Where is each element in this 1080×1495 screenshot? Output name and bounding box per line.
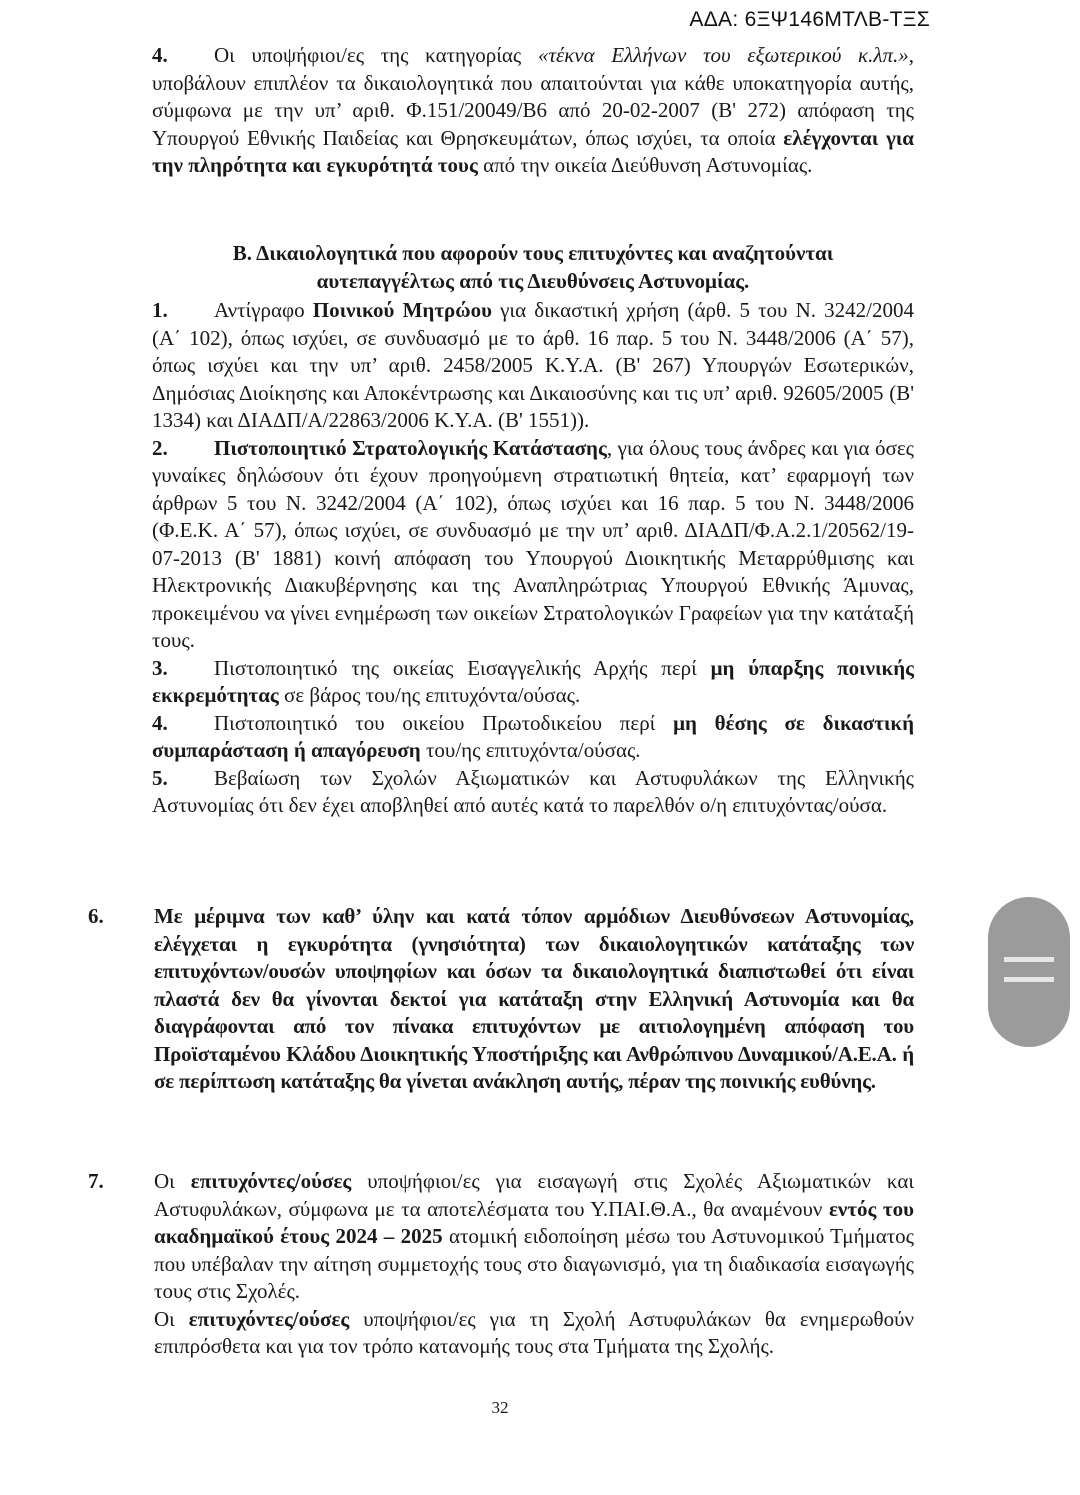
bold-text: μη θέσης σε δικαστική συμπαράσταση ή απαγόρευση [152,710,915,762]
heading-line: αυτεπαγγέλτως από τις Διευθύνσεις Αστυνομίας. [316,268,750,293]
list-item [152,435,914,655]
paragraph-a4 [152,42,914,180]
item-number: 1. [152,298,168,322]
item-number: 7. [88,1169,104,1193]
item-number: 2. [152,435,168,460]
ada-code: ΑΔΑ: 6ΞΨ146ΜΤΛΒ-ΤΞΣ [689,8,930,31]
text: για δικαστική χρήση (άρθ. 5 του Ν. 3242/2004 (Α΄ 102), όπως ισχύει, σε συνδυασμό με το άρθ. 16 παρ. 5 του Ν. 3448/2006 (Α΄ 57), όπως ισχύει και την υπ’ αριθ. 2458/2005 Κ.Υ.Α. (Β' 267) Υπουργών Εσωτερικών, Δημόσιας Διοίκησης και Αποκέντρωσης και Δικαιοσύνης και τις υπ’ αριθ. 92605/2005 (Β' 1334) και ΔΙΑΔΠ/Α/22863/2006 Κ.Υ.Α. (Β' 1551)). [152,298,915,432]
scroll-handle[interactable] [988,897,1070,1047]
bold-text: ελέγχονται για την πληρότητα και εγκυρότητά τους [152,125,915,177]
item-number: 5. [152,765,168,790]
bold-text: εντός του ακαδημαϊκού έτους 2024 – 2025 [154,1196,914,1248]
bold-text: Ποινικού Μητρώου [312,298,492,322]
text: από την οικεία Διεύθυνση Αστυνομίας. [477,153,813,177]
section-b-heading [152,240,914,295]
text: Οι υποψήφιοι/ες της κατηγορίας [214,43,538,67]
list-item [152,297,914,435]
list-item [152,655,914,710]
text: Βεβαίωση των Σχολών Αξιωματικών και Αστυφυλάκων της Ελληνικής Αστυνομίας ότι δεν έχει αποβληθεί από αυτές κατά το παρελθόν ο/η επιτυχόντας/ούσα. [152,765,914,817]
bold-text: Πιστοποιητικό Στρατολογικής Κατάστασης [214,435,607,460]
text: Πιστοποιητικό της οικείας Εισαγγελικής Αρχής περί [214,655,711,680]
text: Οι [154,1306,189,1331]
bold-text: επιτυχόντες/ούσες [188,1306,350,1331]
text: σε βάρος του/ης επιτυχόντα/ούσας. [278,683,581,707]
item-number: 3. [152,655,168,680]
text: Πιστοποιητικό του οικείου Πρωτοδικείου περί [214,710,674,735]
list-item [152,710,914,765]
item-number: 6. [88,904,104,928]
list-item [152,765,914,820]
bold-text: επιτυχόντες/ούσες [190,1169,352,1193]
page-number: 32 [491,1398,509,1417]
italic-text: «τέκνα Ελλήνων του εξωτερικού κ.λπ.» [537,43,909,67]
text: υποψήφιοι/ες για τη Σχολή Αστυφυλάκων θα ενημερωθούν επιπρόσθετα και για τον τρόπο κατανομής τους στα Τμήματα της Σχολής. [154,1306,914,1358]
text: Αντίγραφο [214,298,313,322]
text: , για όλους τους άνδρες και για όσες γυναίκες δηλώσουν ότι έχουν προηγούμενη στρατιωτική θητεία, κατ’ εφαρμογή των άρθρων 5 του Ν. 3242/2004 (Α΄ 102), όπως ισχύει και 16 παρ. 5 του Ν. 3448/2006 (Φ.Ε.Κ. Α΄ 57), όπως ισχύει, σε συνδυασμό με την υπ’ αριθ. ΔΙΑΔΠ/Φ.Α.2.1/20562/19-07-2013 (Β' 1881) κοινή απόφαση του Υπουργού Διοικητικής Μεταρρύθμισης και Ηλεκτρονικής Διακυβέρνησης και της Αναπληρώτριας Υπουργού Εθνικής Άμυνας, προκειμένου να γίνει ενημέρωση των οικείων Στρατολογικών Γραφείων για την κατάταξή τους. [152,435,914,652]
text: ατομική ειδοποίηση μέσω του Αστυνομικού Τμήματος που υπέβαλαν την αίτηση συμμετοχής τους στο διαγωνισμό, για τη διαδικασία εισαγωγής τους στις Σχολές. [154,1224,914,1303]
section-b-list [152,297,914,820]
item-number: 4. [152,710,168,735]
bold-paragraph-text: Με μέριμνα των καθ’ ύλην και κατά τόπον αρμόδιων Διευθύνσεων Αστυνομίας, ελέγχεται η εγκυρότητα (γνησιότητα) των δικαιολογητικών κατάταξης των επιτυχόντων/ουσών υποψηφίων και όσων τα δικαιολογητικά διαπιστωθεί ότι είναι πλαστά δεν θα γίνονται δεκτοί για κατάταξη στην Ελληνική Αστυνομία και θα διαγράφονται από τον πίνακα επιτυχόντων με αιτιολογημένη απόφαση του Προϊσταμένου Κλάδου Διοικητικής Υποστήριξης και Ανθρώπινου Δυναμικού/Α.Ε.Α. ή σε περίπτωση κατάταξης θα γίνεται ανάκληση αυτής, πέραν της ποινικής ευθύνης. [154,904,914,1093]
text: Οι [154,1169,191,1193]
heading-line: Β. Δικαιολογητικά που αφορούν τους επιτυχόντες και αναζητούνται [232,241,834,265]
text: , υποβάλουν επιπλέον τα δικαιολογητικά που απαιτούνται για κάθε υποκατηγορία αυτής, σύμφωνα με την υπ’ αριθ. Φ.151/20049/Β6 από 20-02-2007 (Β' 272) απόφαση της Υπουργού Εθνικής Παιδείας και Θρησκευμάτων, όπως ισχύει, τα οποία [152,43,914,150]
item-number: 4. [152,43,168,67]
bold-text: μη ύπαρξης ποινικής εκκρεμότητας [152,655,914,707]
text: υποψήφιοι/ες για εισαγωγή στις Σχολές Αξιωματικών και Αστυφυλάκων, σύμφωνα με τα αποτελέσματα του Υ.ΠΑΙ.Θ.Α., θα αναμένουν [154,1169,914,1221]
paragraph-7 [88,1168,914,1361]
text: του/ης επιτυχόντα/ούσας. [420,738,641,762]
paragraph-6 [88,903,914,1096]
